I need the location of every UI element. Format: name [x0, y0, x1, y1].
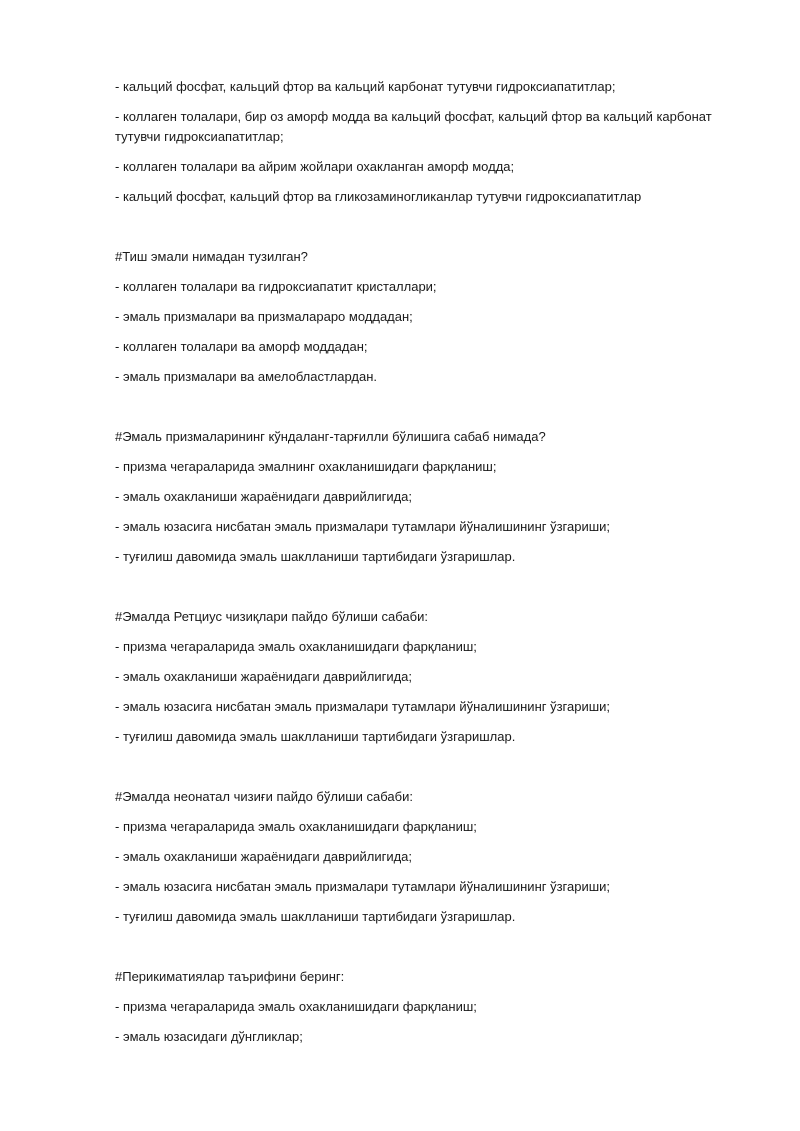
answer-option: - призма чегараларида эмаль охакланишидаги фарқланиш;: [115, 819, 477, 834]
answer-option: - коллаген толалари, бир оз аморф модда ва кальций фосфат, кальций фтор ва кальций карбонат тутувчи гидроксиапатитлар;: [115, 109, 712, 144]
answer-option: - эмаль юзасига нисбатан эмаль призмалари тутамлари йўналишининг ўзгариши;: [115, 519, 611, 534]
paragraph-gap: [115, 757, 740, 777]
answer-option: - эмаль юзасига нисбатан эмаль призмалари тутамлари йўналишининг ўзгариши;: [115, 879, 611, 894]
question-heading: #Эмаль призмаларининг кўндаланг-тарғилли бўлишига сабаб нимада?: [115, 429, 546, 444]
answer-option: - туғилиш давомида эмаль шаклланиши тартибидаги ўзгаришлар.: [115, 909, 516, 924]
paragraph-gap: [115, 397, 740, 417]
question-heading: #Тиш эмали нимадан тузилган?: [115, 249, 308, 264]
question-heading: #Эмалда Ретциус чизиқлари пайдо бўлиши сабаби:: [115, 609, 428, 624]
answer-option: - призма чегараларида эмаль охакланишидаги фарқланиш;: [115, 639, 477, 654]
paragraph-gap: [115, 577, 740, 597]
answer-option: - туғилиш давомида эмаль шаклланиши тартибидаги ўзгаришлар.: [115, 549, 516, 564]
answer-option: - эмаль юзасига нисбатан эмаль призмалари тутамлари йўналишининг ўзгариши;: [115, 699, 611, 714]
answer-option: - эмаль охакланиши жараёнидаги даврийлигида;: [115, 489, 413, 504]
question-heading: #Эмалда неонатал чизиғи пайдо бўлиши сабаби:: [115, 789, 413, 804]
answer-option: - эмаль призмалари ва призмалараро моддадан;: [115, 309, 413, 324]
answer-option: - эмаль призмалари ва амелобластлардан.: [115, 369, 378, 384]
paragraph-gap: [115, 937, 740, 957]
answer-option: - коллаген толалари ва айрим жойлари охакланган аморф модда;: [115, 159, 515, 174]
answer-option: - коллаген толалари ва аморф моддадан;: [115, 339, 368, 354]
answer-option: - призма чегараларида эмалнинг охакланишидаги фарқланиш;: [115, 459, 497, 474]
answer-option: - эмаль охакланиши жараёнидаги даврийлигида;: [115, 669, 413, 684]
paragraph-gap: [115, 217, 740, 237]
answer-option: - туғилиш давомида эмаль шаклланиши тартибидаги ўзгаришлар.: [115, 729, 516, 744]
answer-option: - кальций фосфат, кальций фтор ва гликозаминогликанлар тутувчи гидроксиапатитлар: [115, 189, 642, 204]
answer-option: - эмаль юзасидаги дўнгликлар;: [115, 1029, 303, 1044]
question-heading: #Перикиматиялар таърифини беринг:: [115, 969, 345, 984]
document-page: [115, 77, 740, 1057]
answer-option: - коллаген толалари ва гидроксиапатит кристаллари;: [115, 279, 437, 294]
answer-option: - призма чегараларида эмаль охакланишидаги фарқланиш;: [115, 999, 477, 1014]
answer-option: - кальций фосфат, кальций фтор ва кальций карбонат тутувчи гидроксиапатитлар;: [115, 79, 616, 94]
answer-option: - эмаль охакланиши жараёнидаги даврийлигида;: [115, 849, 413, 864]
